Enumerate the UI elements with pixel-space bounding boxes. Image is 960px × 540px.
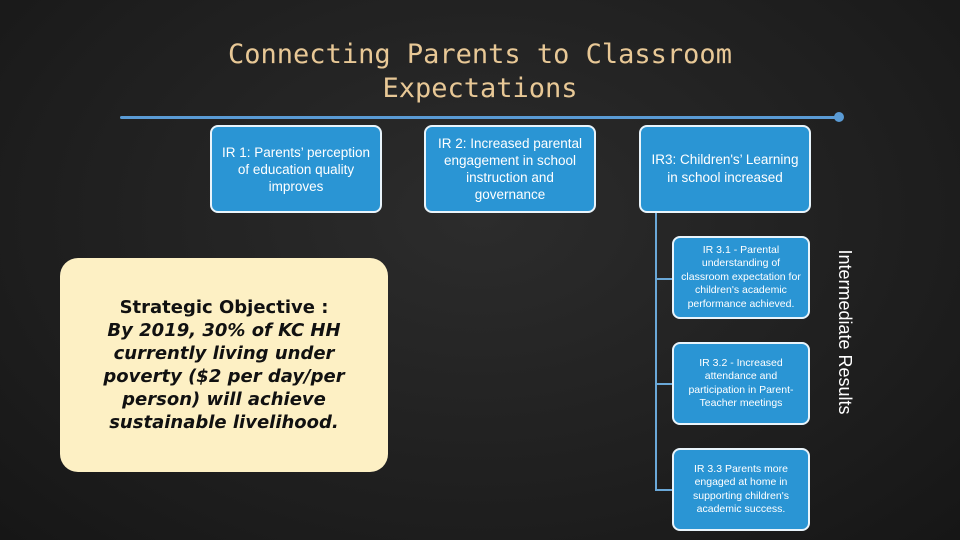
strategic-objective-box — [60, 258, 388, 472]
ir3-1-connector — [655, 278, 672, 280]
ir3-box: IR3: Children's’ Learning in school increased — [639, 125, 811, 213]
slide-title: Connecting Parents to Classroom Expectations — [228, 39, 732, 104]
ir3-3-box: IR 3.3 Parents more engaged at home in supporting children's academic success. — [672, 448, 810, 531]
ir3-1-box: IR 3.1 - Parental understanding of classroom expectation for children's academic performance achieved. — [672, 236, 810, 319]
ir3-3-connector — [655, 489, 672, 491]
ir3-vertical-connector — [655, 213, 657, 491]
title-underline-end — [834, 112, 844, 122]
strategic-objective-text: By 2019, 30% of KC HH currently living under poverty ($2 per day/per person) will achieve sustainable livelihood. — [103, 320, 345, 433]
ir2-box: IR 2: Increased parental engagement in school instruction and governance — [424, 125, 596, 213]
strategic-objective-heading: Strategic Objective : — [119, 297, 329, 318]
title-underline — [120, 116, 842, 119]
ir1-box: IR 1: Parents’ perception of education quality improves — [210, 125, 382, 213]
ir3-2-box: IR 3.2 - Increased attendance and participation in Parent-Teacher meetings — [672, 342, 810, 425]
intermediate-results-label: Intermediate Results — [835, 249, 855, 415]
ir3-2-connector — [655, 383, 672, 385]
